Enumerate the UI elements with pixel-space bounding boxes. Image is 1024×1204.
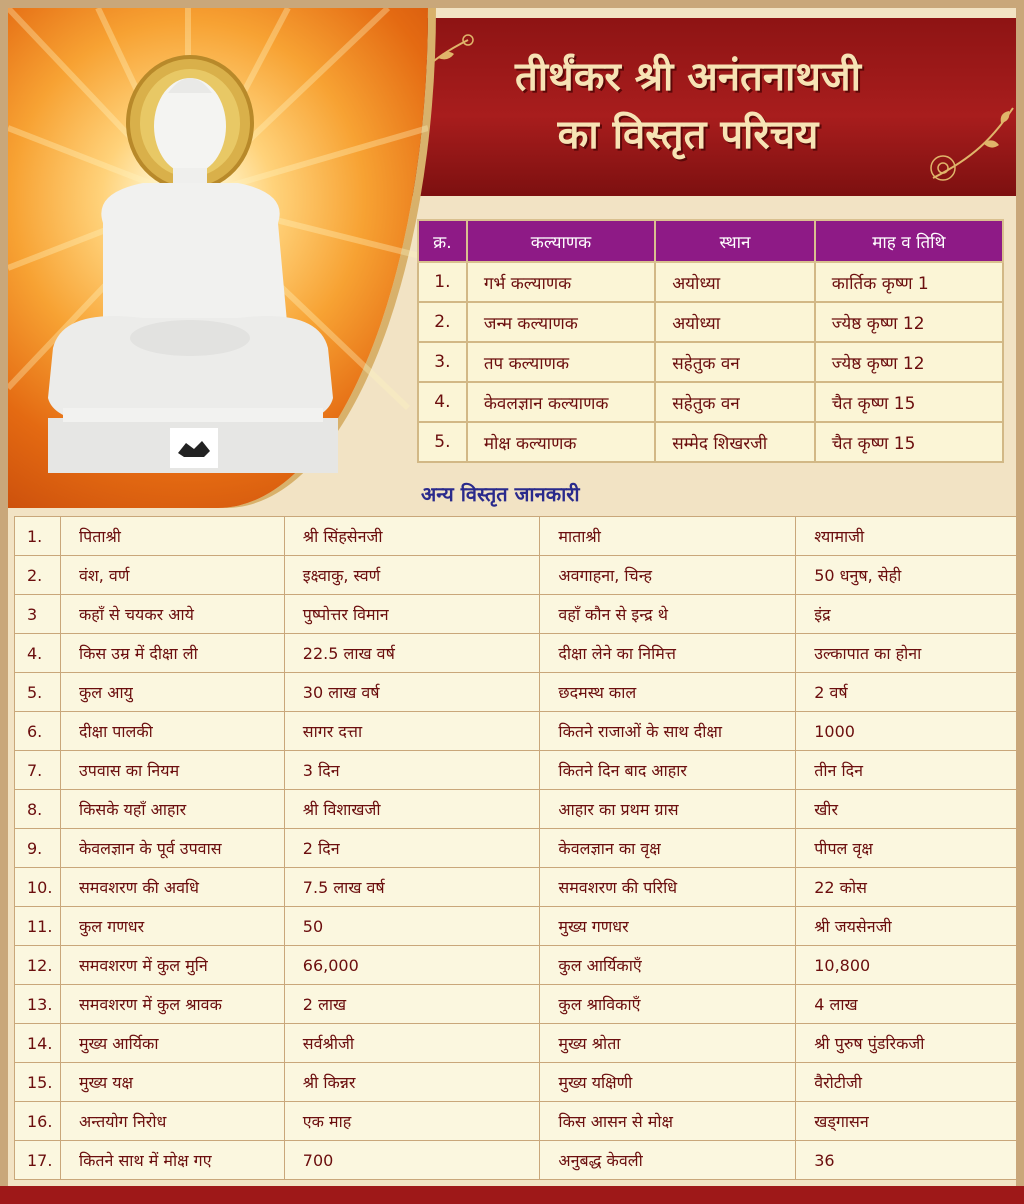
kalyanak-date: चैत कृष्ण 15 [815, 422, 1003, 462]
kalyanak-serial: 4. [418, 382, 467, 422]
detail-serial: 12. [15, 946, 61, 985]
detail-value-2: श्री पुरुष पुंडरिकजी [796, 1024, 1016, 1063]
detail-value-1: श्री किन्नर [284, 1063, 540, 1102]
detail-serial: 1. [15, 517, 61, 556]
poster [8, 8, 1016, 1196]
detail-label-2: मुख्य गणधर [540, 907, 796, 946]
detail-value-2: उल्कापात का होना [796, 634, 1016, 673]
details-row [15, 1102, 1017, 1141]
kalyanak-row [418, 262, 1003, 302]
detail-label-1: समवशरण की अवधि [60, 868, 284, 907]
detail-label-2: कुल आर्यिकाएँ [540, 946, 796, 985]
detail-value-1: 66,000 [284, 946, 540, 985]
details-row [15, 907, 1017, 946]
kalyanak-serial: 3. [418, 342, 467, 382]
kalyanak-row [418, 302, 1003, 342]
page-title [378, 48, 998, 164]
detail-value-1: सागर दत्ता [284, 712, 540, 751]
details-row [15, 1024, 1017, 1063]
title-line-2: का विस्तृत परिचय [557, 111, 819, 158]
detail-value-2: इंद्र [796, 595, 1016, 634]
kalyanak-serial: 2. [418, 302, 467, 342]
detail-label-2: मुख्य श्रोता [540, 1024, 796, 1063]
detail-serial: 13. [15, 985, 61, 1024]
detail-value-1: सर्वश्रीजी [284, 1024, 540, 1063]
details-row [15, 751, 1017, 790]
details-row [15, 790, 1017, 829]
header-kalyanak: कल्याणक [467, 220, 655, 262]
kalyanak-table [417, 219, 1004, 463]
kalyanak-row [418, 422, 1003, 462]
detail-value-2: 50 धनुष, सेही [796, 556, 1016, 595]
detail-serial: 3 [15, 595, 61, 634]
detail-label-1: कुल गणधर [60, 907, 284, 946]
detail-serial: 14. [15, 1024, 61, 1063]
detail-label-1: पिताश्री [60, 517, 284, 556]
kalyanak-date: ज्येष्ठ कृष्ण 12 [815, 342, 1003, 382]
kalyanak-place: सहेतुक वन [655, 382, 815, 422]
detail-value-1: 700 [284, 1141, 540, 1180]
detail-serial: 16. [15, 1102, 61, 1141]
details-row [15, 712, 1017, 751]
detail-label-1: अन्तयोग निरोध [60, 1102, 284, 1141]
detail-serial: 17. [15, 1141, 61, 1180]
detail-value-2: 4 लाख [796, 985, 1016, 1024]
detail-value-2: श्यामाजी [796, 517, 1016, 556]
detail-label-1: केवलज्ञान के पूर्व उपवास [60, 829, 284, 868]
kalyanak-rows [418, 262, 1003, 462]
detail-value-2: 10,800 [796, 946, 1016, 985]
detail-label-1: किसके यहाँ आहार [60, 790, 284, 829]
detail-label-2: कुल श्राविकाएँ [540, 985, 796, 1024]
header-date: माह व तिथि [815, 220, 1003, 262]
idol-figure [8, 8, 428, 508]
kalyanak-place: सम्मेद शिखरजी [655, 422, 815, 462]
detail-label-2: माताश्री [540, 517, 796, 556]
kalyanak-name: मोक्ष कल्याणक [467, 422, 655, 462]
details-rows [15, 517, 1017, 1180]
detail-label-1: समवशरण में कुल श्रावक [60, 985, 284, 1024]
kalyanak-date: कार्तिक कृष्ण 1 [815, 262, 1003, 302]
details-row [15, 595, 1017, 634]
details-row [15, 829, 1017, 868]
idol-photo [8, 8, 428, 508]
detail-label-2: छदमस्थ काल [540, 673, 796, 712]
detail-value-1: 3 दिन [284, 751, 540, 790]
kalyanak-name: गर्भ कल्याणक [467, 262, 655, 302]
detail-label-2: केवलज्ञान का वृक्ष [540, 829, 796, 868]
detail-label-2: किस आसन से मोक्ष [540, 1102, 796, 1141]
detail-label-1: वंश, वर्ण [60, 556, 284, 595]
kalyanak-serial: 1. [418, 262, 467, 302]
detail-value-1: 7.5 लाख वर्ष [284, 868, 540, 907]
kalyanak-place: अयोध्या [655, 302, 815, 342]
detail-label-1: कितने साथ में मोक्ष गए [60, 1141, 284, 1180]
detail-value-1: 30 लाख वर्ष [284, 673, 540, 712]
detail-serial: 2. [15, 556, 61, 595]
detail-value-1: 50 [284, 907, 540, 946]
kalyanak-place: अयोध्या [655, 262, 815, 302]
detail-serial: 5. [15, 673, 61, 712]
header-place: स्थान [655, 220, 815, 262]
detail-label-2: समवशरण की परिधि [540, 868, 796, 907]
details-table [14, 516, 1016, 1180]
detail-label-1: कुल आयु [60, 673, 284, 712]
details-row [15, 556, 1017, 595]
details-row [15, 946, 1017, 985]
kalyanak-name: केवलज्ञान कल्याणक [467, 382, 655, 422]
detail-value-2: वैरोटीजी [796, 1063, 1016, 1102]
detail-label-2: आहार का प्रथम ग्रास [540, 790, 796, 829]
detail-label-2: कितने दिन बाद आहार [540, 751, 796, 790]
detail-serial: 9. [15, 829, 61, 868]
detail-value-1: 22.5 लाख वर्ष [284, 634, 540, 673]
detail-serial: 15. [15, 1063, 61, 1102]
header-serial: क्र. [418, 220, 467, 262]
kalyanak-name: जन्म कल्याणक [467, 302, 655, 342]
detail-label-1: उपवास का नियम [60, 751, 284, 790]
detail-label-2: मुख्य यक्षिणी [540, 1063, 796, 1102]
detail-serial: 10. [15, 868, 61, 907]
detail-label-1: कहाँ से चयकर आये [60, 595, 284, 634]
detail-value-1: 2 दिन [284, 829, 540, 868]
detail-serial: 8. [15, 790, 61, 829]
detail-value-2: 2 वर्ष [796, 673, 1016, 712]
detail-value-1: 2 लाख [284, 985, 540, 1024]
kalyanak-name: तप कल्याणक [467, 342, 655, 382]
kalyanak-row [418, 382, 1003, 422]
detail-value-2: पीपल वृक्ष [796, 829, 1016, 868]
detail-label-2: कितने राजाओं के साथ दीक्षा [540, 712, 796, 751]
detail-label-2: अवगाहना, चिन्ह [540, 556, 796, 595]
detail-value-2: 36 [796, 1141, 1016, 1180]
detail-value-2: 1000 [796, 712, 1016, 751]
detail-label-2: दीक्षा लेने का निमित्त [540, 634, 796, 673]
detail-value-2: श्री जयसेनजी [796, 907, 1016, 946]
detail-label-1: मुख्य आर्यिका [60, 1024, 284, 1063]
bottom-border [0, 1186, 1024, 1204]
detail-serial: 11. [15, 907, 61, 946]
detail-serial: 6. [15, 712, 61, 751]
kalyanak-header-row [418, 220, 1003, 262]
kalyanak-date: ज्येष्ठ कृष्ण 12 [815, 302, 1003, 342]
detail-value-1: पुष्पोत्तर विमान [284, 595, 540, 634]
kalyanak-row [418, 342, 1003, 382]
section-subtitle: अन्य विस्तृत जानकारी [421, 482, 580, 506]
detail-label-1: समवशरण में कुल मुनि [60, 946, 284, 985]
detail-value-2: खीर [796, 790, 1016, 829]
details-row [15, 985, 1017, 1024]
detail-label-1: किस उम्र में दीक्षा ली [60, 634, 284, 673]
kalyanak-date: चैत कृष्ण 15 [815, 382, 1003, 422]
detail-label-2: अनुबद्ध केवली [540, 1141, 796, 1180]
detail-value-2: 22 कोस [796, 868, 1016, 907]
details-row [15, 868, 1017, 907]
detail-value-1: इक्ष्वाकु, स्वर्ण [284, 556, 540, 595]
detail-label-2: वहाँ कौन से इन्द्र थे [540, 595, 796, 634]
detail-label-1: दीक्षा पालकी [60, 712, 284, 751]
details-row [15, 673, 1017, 712]
detail-value-1: एक माह [284, 1102, 540, 1141]
detail-value-1: श्री सिंहसेनजी [284, 517, 540, 556]
kalyanak-place: सहेतुक वन [655, 342, 815, 382]
detail-value-2: तीन दिन [796, 751, 1016, 790]
details-row [15, 1063, 1017, 1102]
detail-value-2: खड्गासन [796, 1102, 1016, 1141]
details-row [15, 517, 1017, 556]
kalyanak-serial: 5. [418, 422, 467, 462]
details-row [15, 634, 1017, 673]
detail-serial: 4. [15, 634, 61, 673]
title-line-1: तीर्थंकर श्री अनंतनाथजी [514, 53, 862, 100]
detail-value-1: श्री विशाखजी [284, 790, 540, 829]
detail-serial: 7. [15, 751, 61, 790]
detail-label-1: मुख्य यक्ष [60, 1063, 284, 1102]
details-row [15, 1141, 1017, 1180]
